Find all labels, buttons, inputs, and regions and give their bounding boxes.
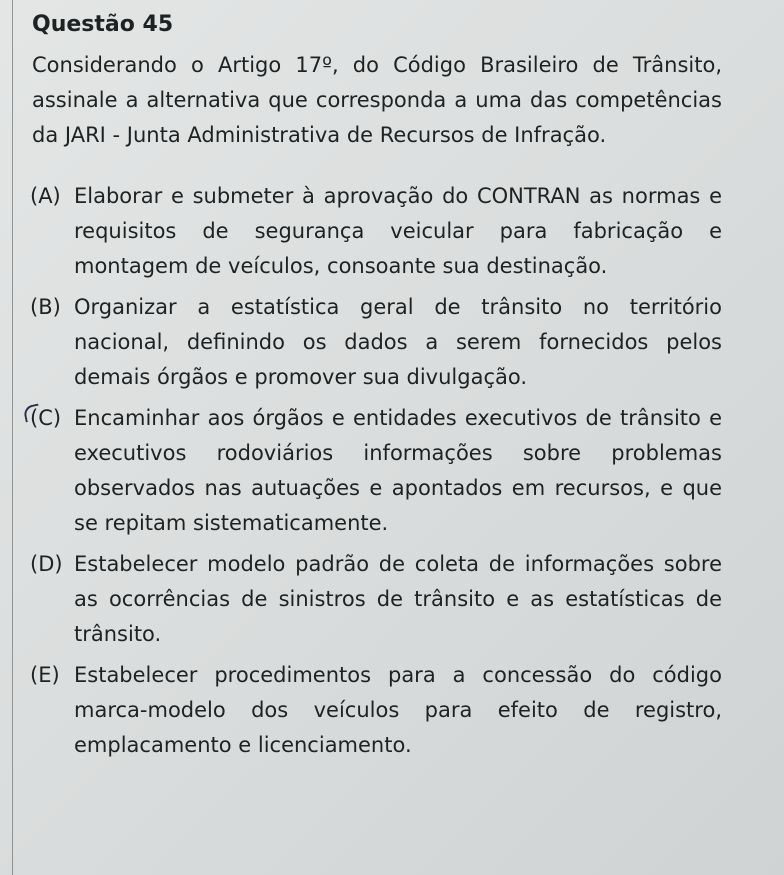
page-fold-line: [12, 0, 13, 875]
option-d[interactable]: [30, 547, 722, 652]
option-letter: (A): [30, 184, 61, 208]
pen-mark-icon: [23, 404, 42, 423]
option-text: Estabelecer modelo padrão de coleta de informações sobre as ocorrências de sinistros de trânsito e as estatísticas de trânsito.: [74, 552, 722, 646]
option-letter: (D): [30, 552, 63, 576]
question-title: Questão 45: [32, 12, 174, 37]
option-text: Encaminhar aos órgãos e entidades executivos de trânsito e executivos rodoviários informações sobre problemas observados nas autuações e apontados em recursos, e que se repitam sistematicamente.: [74, 406, 722, 535]
option-letter-text: (C): [30, 406, 62, 430]
question-stem: Considerando o Artigo 17º, do Código Brasileiro de Trânsito, assinale a alternativa que corresponda a uma das competências da JARI - Junta Administrativa de Recursos de Infração.: [32, 53, 722, 147]
question-block: [32, 8, 722, 769]
option-letter-marked: [30, 401, 74, 541]
option-a[interactable]: [30, 179, 722, 284]
answer-options: [32, 179, 722, 763]
option-letter: (B): [30, 295, 61, 319]
option-b[interactable]: [30, 290, 722, 395]
option-text: Elaborar e submeter à aprovação do CONTRAN as normas e requisitos de segurança veicular para fabricação e montagem de veículos, consoante sua destinação.: [74, 184, 722, 278]
option-text: Organizar a estatística geral de trânsito no território nacional, definindo os dados a serem fornecidos pelos demais órgãos e promover sua divulgação.: [74, 295, 722, 389]
option-e[interactable]: [30, 658, 722, 763]
option-text: Estabelecer procedimentos para a concessão do código marca-modelo dos veículos para efeito de registro, emplacamento e licenciamento.: [74, 663, 722, 757]
option-letter: (E): [30, 663, 60, 687]
option-c[interactable]: [30, 401, 722, 541]
